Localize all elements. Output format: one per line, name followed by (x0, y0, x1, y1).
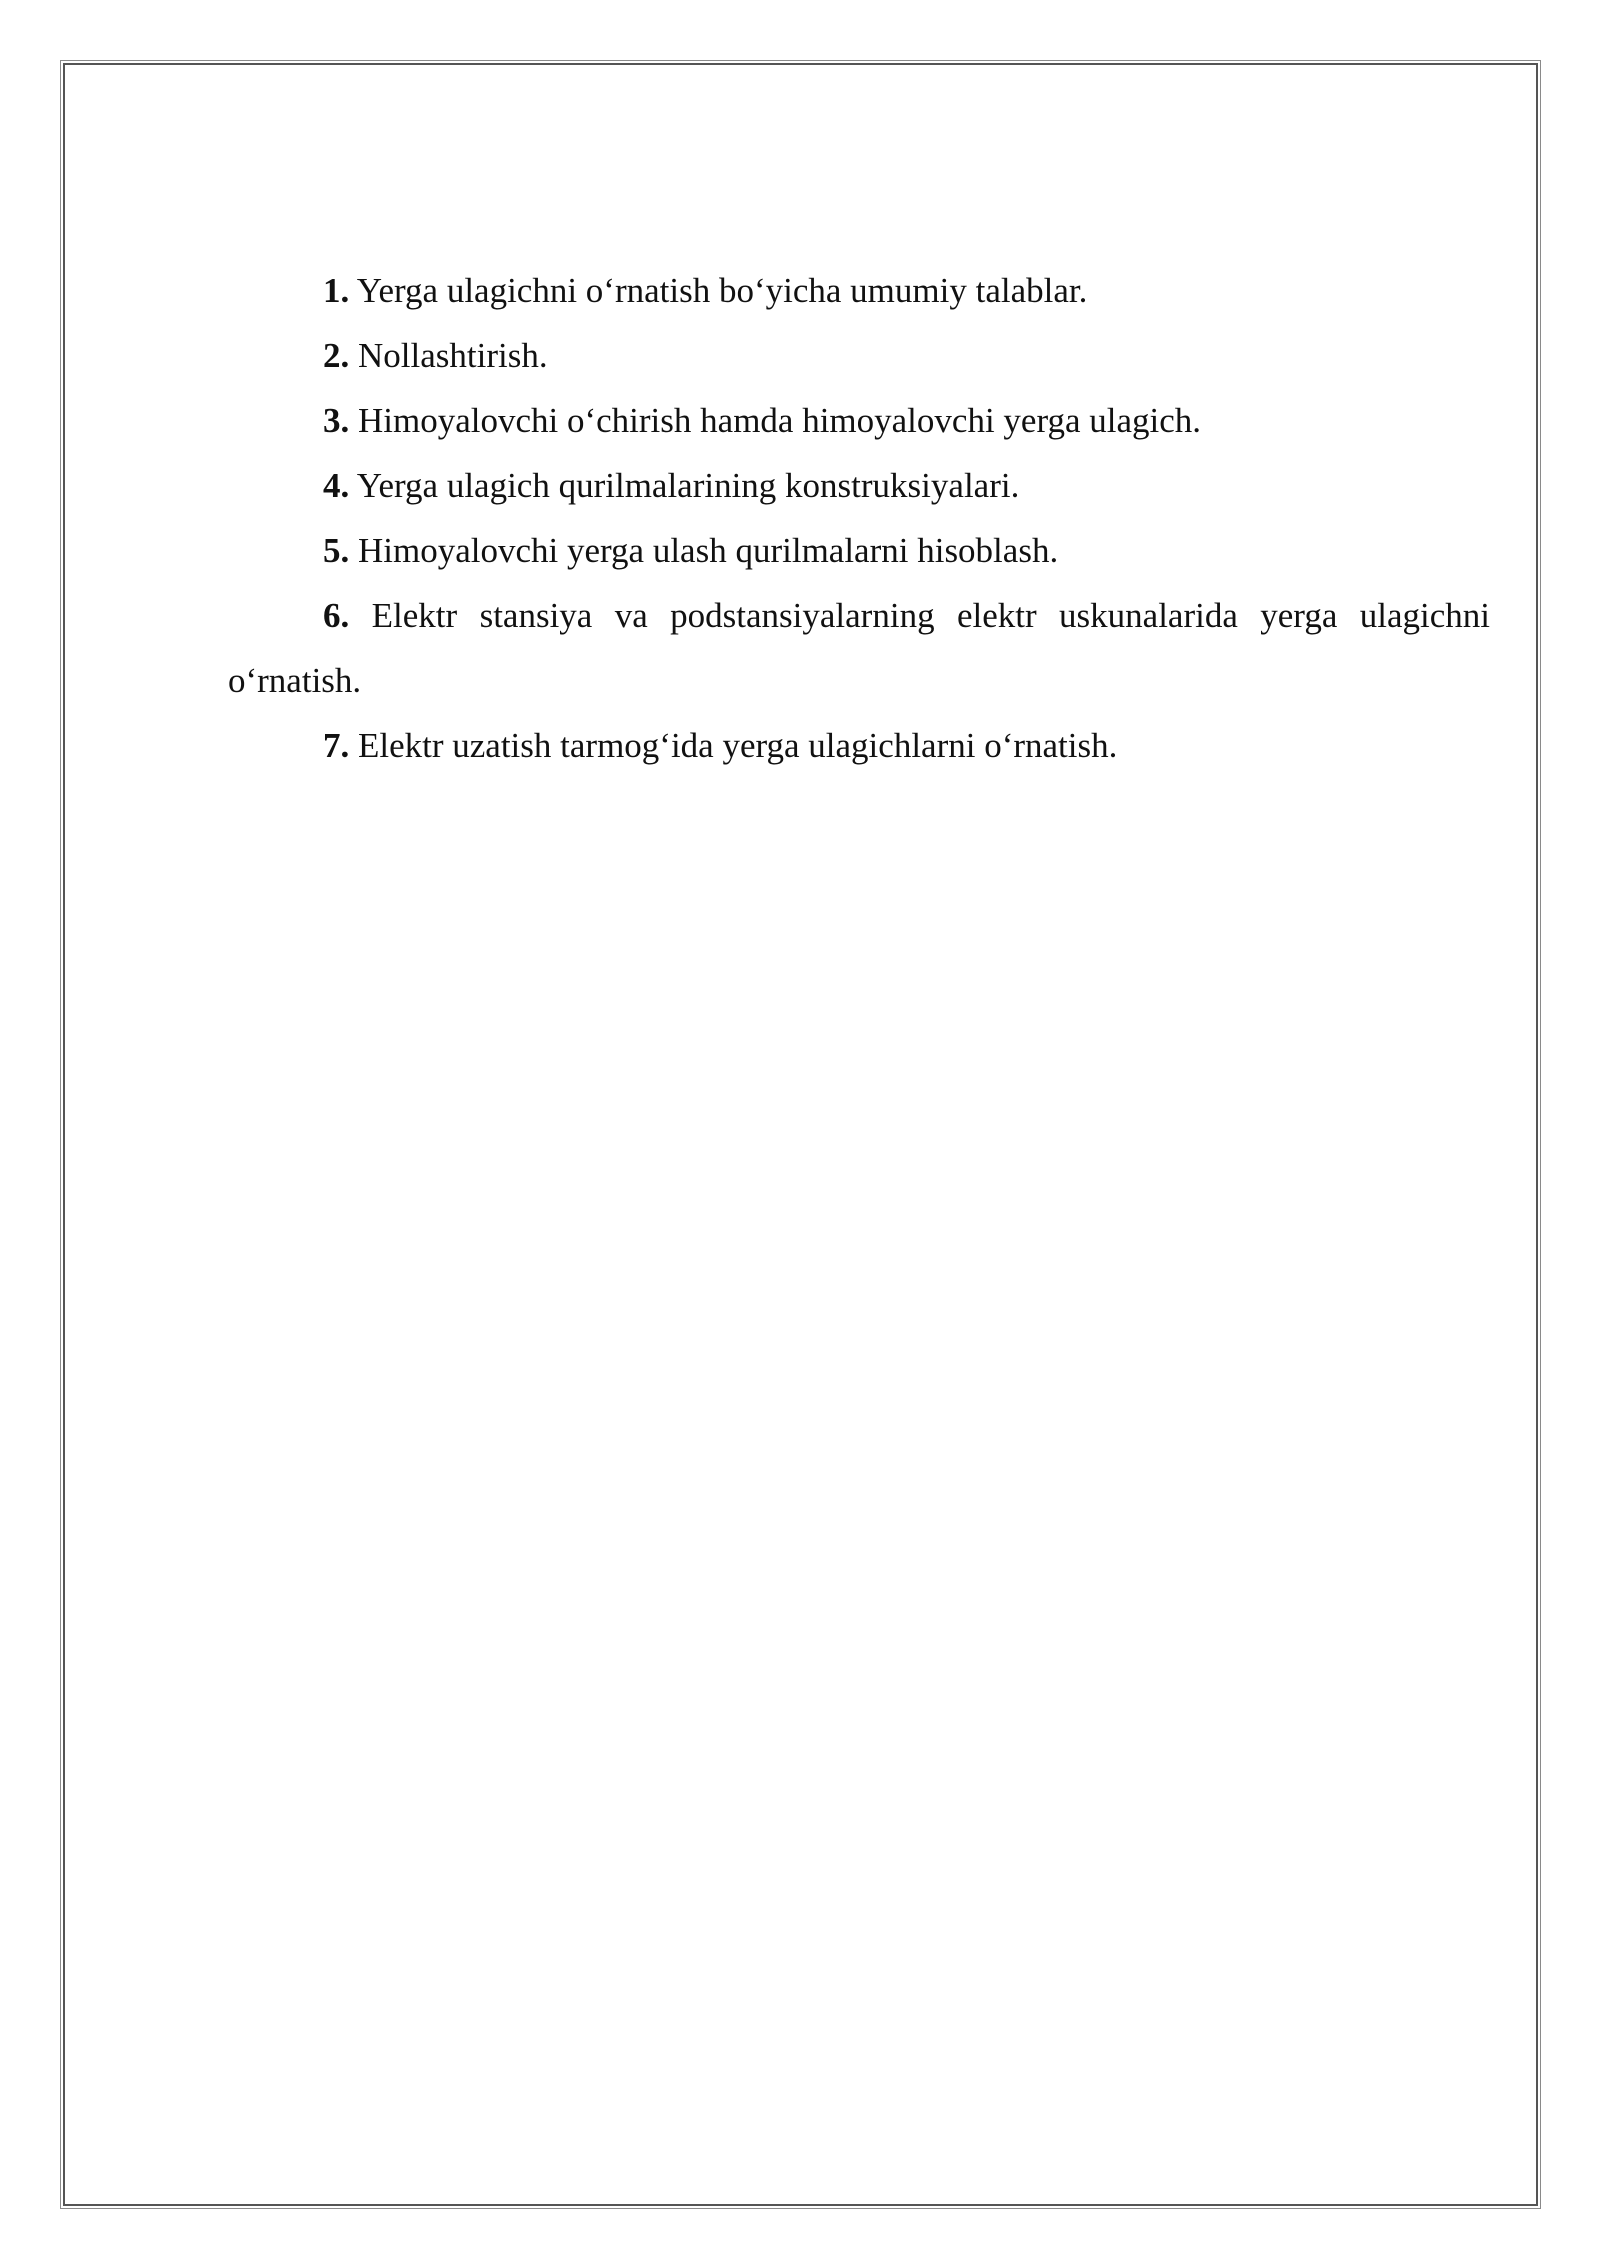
list-item (228, 583, 1490, 713)
item-text: Himoyalovchi o‘chirish hamda himoyalovchi yerga ulagich. (358, 401, 1202, 440)
item-number: 5. (323, 531, 350, 570)
list-item (228, 258, 1490, 323)
item-number: 3. (323, 401, 350, 440)
item-text: Himoyalovchi yerga ulash qurilmalarni hisoblash. (358, 531, 1059, 570)
item-text: Yerga ulagich qurilmalarining konstruksiyalari. (356, 466, 1020, 505)
item-text: Elektr stansiya va podstansiyalarning elektr uskunalarida yerga ulagichni o‘rnatish. (228, 596, 1491, 700)
item-text: Elektr uzatish tarmog‘ida yerga ulagichlarni o‘rnatish. (358, 726, 1118, 765)
list-item (228, 518, 1490, 583)
item-text: Yerga ulagichni o‘rnatish bo‘yicha umumiy talablar. (356, 271, 1088, 310)
list-item (228, 323, 1490, 388)
item-number: 1. (323, 271, 350, 310)
list-item (228, 713, 1490, 778)
item-number: 6. (323, 596, 350, 635)
list-item (228, 453, 1490, 518)
item-number: 4. (323, 466, 350, 505)
topic-list (228, 258, 1490, 778)
item-text: Nollashtirish. (358, 336, 548, 375)
list-item (228, 388, 1490, 453)
item-number: 7. (323, 726, 350, 765)
item-number: 2. (323, 336, 350, 375)
